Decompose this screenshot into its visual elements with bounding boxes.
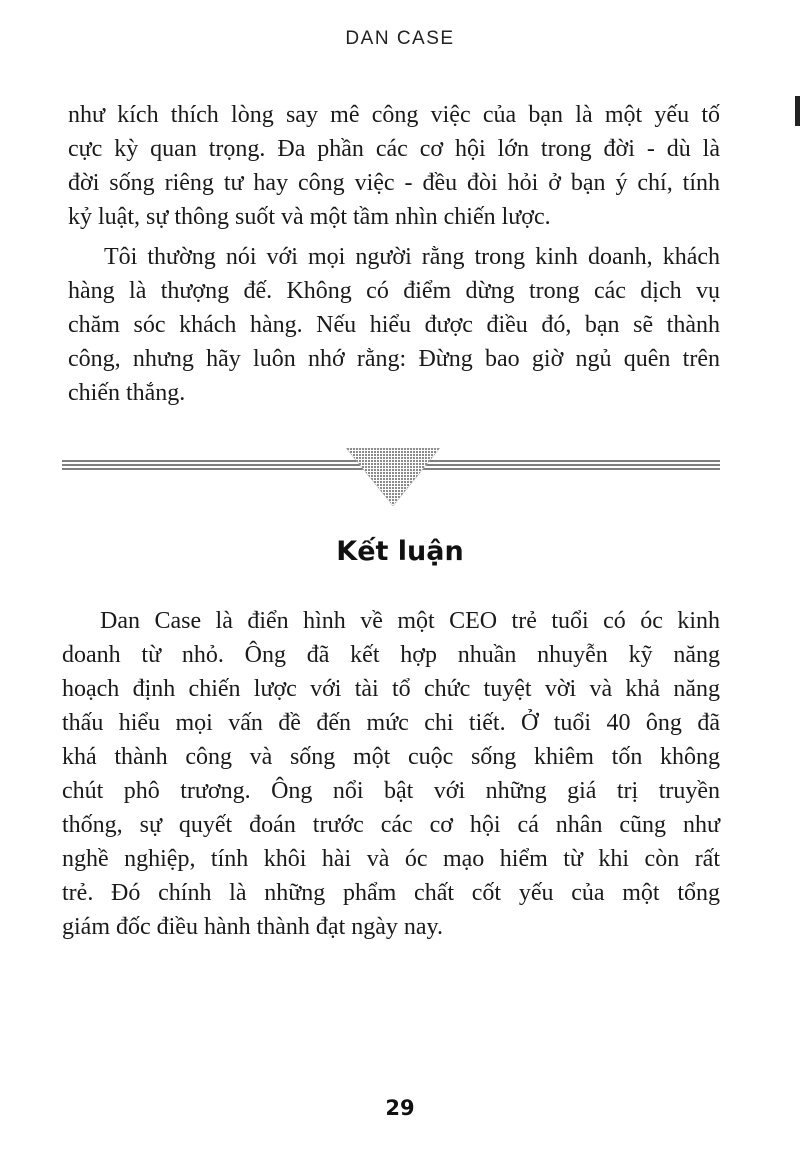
text-line: chiến thắng. xyxy=(68,380,186,406)
section-divider xyxy=(62,448,720,512)
text-line: doanh từ nhỏ. Ông đã kết hợp nhuần nhuyễn kỹ năng xyxy=(62,642,720,668)
text-line: thống, sự quyết đoán trước các cơ hội cá nhân cũng như xyxy=(62,812,720,838)
page-number: 29 xyxy=(385,1096,415,1120)
text-line: công, nhưng hãy luôn nhớ rằng: Đừng bao giờ ngủ quên trên xyxy=(68,346,720,372)
text-line: giám đốc điều hành thành đạt ngày nay. xyxy=(62,914,443,940)
text-line: nghề nghiệp, tính khôi hài và óc mạo hiểm từ khi còn rất xyxy=(62,846,720,872)
text-line: chăm sóc khách hàng. Nếu hiểu được điều đó, bạn sẽ thành xyxy=(68,312,720,338)
text-line: thấu hiểu mọi vấn đề đến mức chi tiết. Ở tuổi 40 ông đã xyxy=(62,710,720,736)
text-line: kỷ luật, sự thông suốt và một tầm nhìn chiến lược. xyxy=(68,204,551,230)
section-title: Kết luận xyxy=(336,536,464,567)
running-header: DAN CASE xyxy=(345,28,455,49)
text-line: hàng là thượng đế. Không có điểm dừng trong các dịch vụ xyxy=(68,278,720,304)
text-line: trẻ. Đó chính là những phẩm chất cốt yếu của một tổng xyxy=(62,880,720,906)
paragraph-1 xyxy=(68,98,720,234)
text-line: Tôi thường nói với mọi người rằng trong kinh doanh, khách xyxy=(104,244,720,270)
text-line: như kích thích lòng say mê công việc của bạn là một yếu tố xyxy=(68,102,720,128)
paragraph-2 xyxy=(68,240,720,410)
paragraph-3 xyxy=(62,604,720,944)
page-edge-mark xyxy=(795,96,800,126)
text-line: cực kỳ quan trọng. Đa phần các cơ hội lớn trong đời - dù là xyxy=(68,136,720,162)
text-line: hoạch định chiến lược với tài tổ chức tuyệt vời và khả năng xyxy=(62,676,720,702)
text-line: Dan Case là điển hình về một CEO trẻ tuổi có óc kinh xyxy=(100,608,720,634)
text-line: chút phô trương. Ông nổi bật với những giá trị truyền xyxy=(62,778,720,804)
divider-triangle xyxy=(346,448,440,506)
text-line: khá thành công và sống một cuộc sống khiêm tốn không xyxy=(62,744,720,770)
text-line: đời sống riêng tư hay công việc - đều đòi hỏi ở bạn ý chí, tính xyxy=(68,170,720,196)
